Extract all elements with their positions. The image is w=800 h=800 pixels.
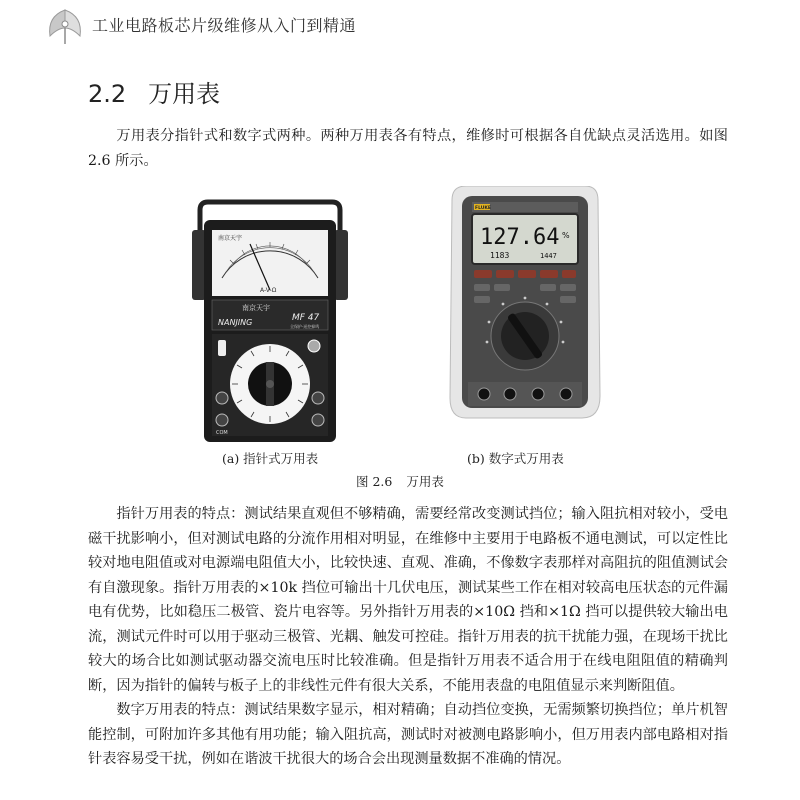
running-title: 工业电路板芯片级维修从入门到精通 (92, 16, 357, 35)
analog-jack-label: COM (216, 430, 228, 436)
analog-scale-label: A-V-Ω (260, 287, 277, 294)
intro-paragraph: 万用表分指针式和数字式两种。两种万用表各有特点，维修时可根据各自优缺点灵活选用。如图 2.6 所示。 (88, 128, 728, 169)
caption-digital: (b) 数字式万用表 (467, 451, 564, 466)
digital-multimeter-image (450, 186, 600, 418)
analog-multimeter-image (192, 202, 348, 442)
analog-brand-text: 南京天宇 (218, 235, 243, 242)
figure-caption (356, 472, 444, 490)
figure-multimeters (190, 186, 610, 456)
paragraph-digital-features: 数字万用表的特点：测试结果数字显示，相对精确；自动挡位变换，无需频繁切换挡位；单片机智能控制，可附加许多其他有用功能；输入阻抗高，测试时对被测电路影响小，但万用表内部电路相对指针表容易受干扰，例如在谐波干扰很大的场合会出现测量数据不准确的情况。 (88, 702, 728, 767)
analog-subtitle-text: 全保护·遥控蜂鸣 (290, 324, 320, 329)
analog-brand-band-text: 南京天宇 (242, 304, 270, 312)
digital-secondary-reading: 1183 (490, 251, 510, 260)
digital-brand-text: FLUKE (475, 206, 491, 211)
section-heading (88, 74, 220, 109)
paragraph-analog-features: 指针万用表的特点：测试结果直观但不够精确，需要经常改变测试挡位；输入阻抗相对较小，受电磁干扰影响小，但对测试电路的分流作用相对明显，在维修中主要用于电路板不通电测试，可以定性比较对地电阻值或对电源端电阻值大小，比较快速、直观、准确，不像数字表那样对高阻抗的阻值测试会有自激现象。指针万用表的×10k 挡位可输出十几伏电压，测试某些工作在相对较高电压状态的元件漏电有优势，比如稳压二极管、瓷片电容等。另外指针万用表的×10Ω 挡和×1Ω 挡可以提供较大输出电流，测试元件时可以用于驱动三极管、光耦、触发可控硅。指针万用表的抗干扰能力强，在现场干扰比较大的场合比如测试驱动器交流电压时比较准确。但是指针万用表不适合用于在线电阻阻值的精确判断，因为指针的偏转与板子上的非线性元件有很大关系，不能用表盘的电阻值显示来判断阻值。 (88, 506, 728, 694)
analog-logo-text: NANJING (218, 318, 253, 327)
digital-main-reading: 127.64 (480, 225, 560, 250)
analog-model-text: MF 47 (292, 313, 320, 323)
book-logo-icon (44, 6, 86, 46)
caption-analog: (a) 指针式万用表 (222, 451, 319, 466)
intro-paragraph-block (88, 124, 728, 173)
section-number: 2.2 (88, 80, 127, 108)
figure-title: 万用表 (406, 474, 444, 489)
figure-number: 图 2.6 (356, 474, 393, 489)
digital-secondary-right-reading: 1447 (540, 252, 557, 260)
section-title: 万用表 (148, 80, 221, 108)
digital-unit: % (562, 231, 570, 240)
body-text (88, 502, 728, 772)
